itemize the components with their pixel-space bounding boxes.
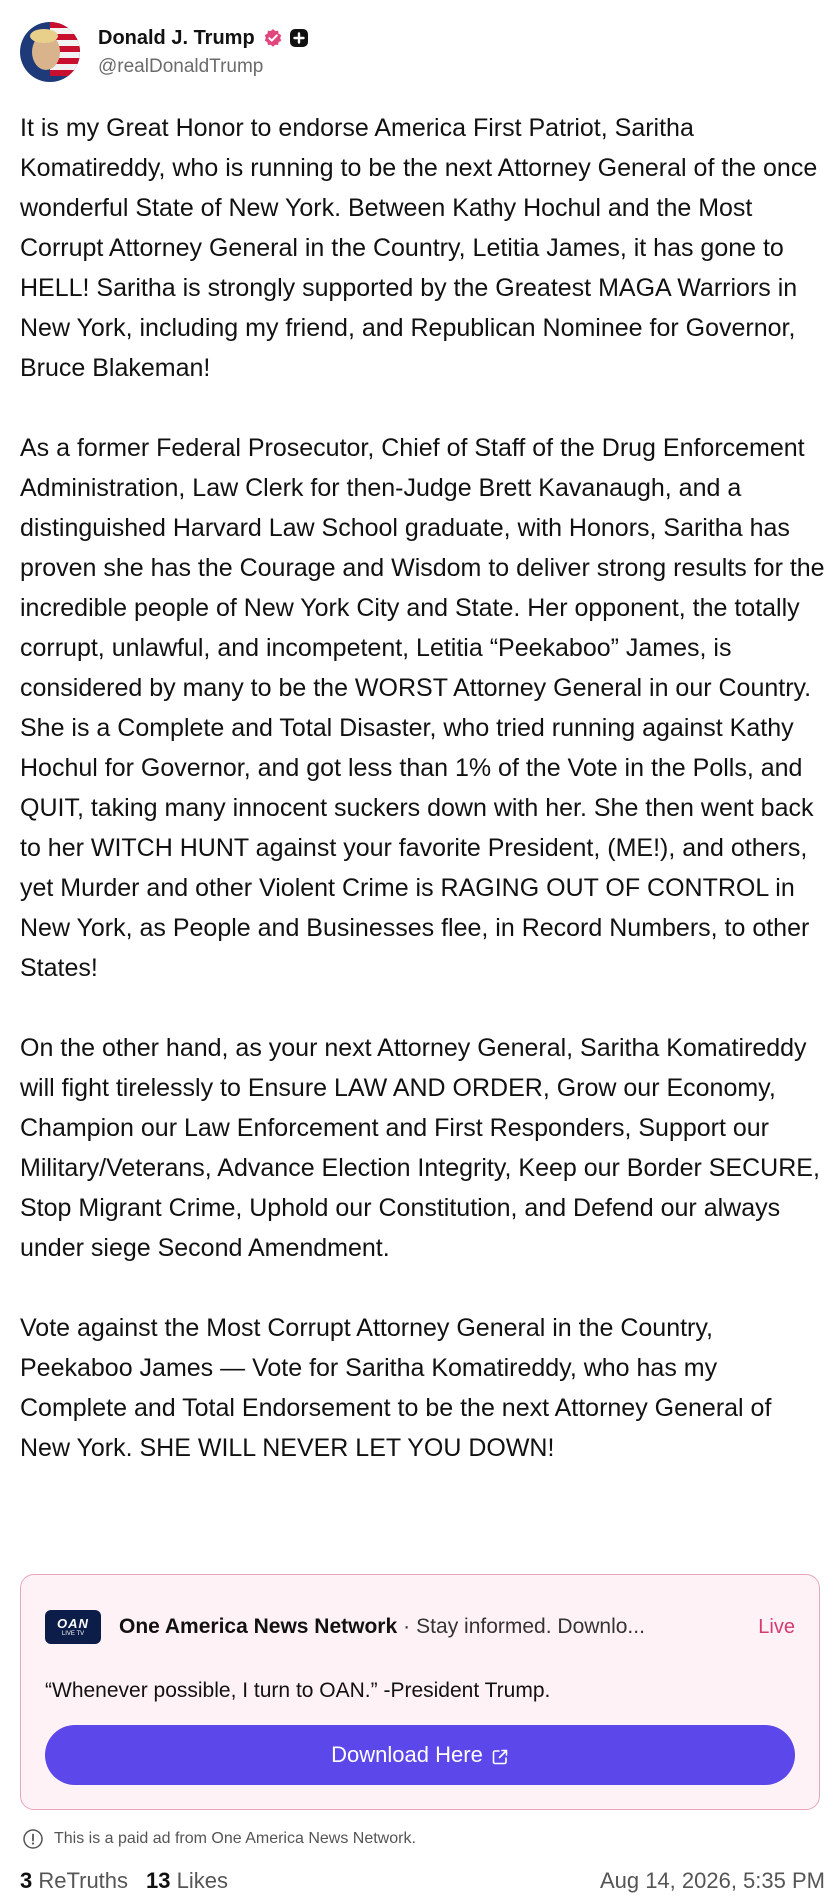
post-paragraph: As a former Federal Prosecutor, Chief of Staff of the Drug Enforcement Administration, Law Clerk for then-Judge Brett Kavanaugh, and a distinguished Harvard Law School graduate, with Honors, Saritha has proven she has the Courage and Wisdom to deliver strong results for the incredible people of New York City and State. Her opponent, the totally corrupt, unlawful, and incompetent, Letitia “Peekaboo” James, is considered by many to be the WORST Attorney General in our Country. She is a Complete and Total Disaster, who tried running against Kathy Hochul for Governor, and got less than 1% of the Vote in the Polls, and QUIT, taking many innocent suckers down with her. She then went back to her WITCH HUNT against your favorite President, (ME!), and others, yet Murder and other Violent Crime is RAGING OUT OF CONTROL in New York, as People and Businesses flee, in Record Numbers, to other States! [20, 434, 825, 982]
author-display-name[interactable]: Donald J. Trump [98, 26, 255, 49]
avatar-image [20, 22, 80, 82]
ad-header [45, 1607, 795, 1647]
retruths-count: 3 [20, 1868, 33, 1893]
avatar[interactable] [20, 22, 80, 82]
likes-stat[interactable] [146, 1868, 228, 1894]
post-header [20, 20, 309, 84]
post-body [20, 108, 825, 1468]
ad-quote: “Whenever possible, I turn to OAN.” -President Trump. [45, 1679, 551, 1702]
author-info [98, 27, 309, 78]
ad-card[interactable] [20, 1574, 820, 1810]
post-paragraph: It is my Great Honor to endorse America First Patriot, Saritha Komatireddy, who is running to be the next Attorney General of the once wonderful State of New York. Between Kathy Hochul and the Most Corrupt Attorney General in the Country, Letitia James, it has gone to HELL! Saritha is strongly supported by the Greatest MAGA Warriors in New York, including my friend, and Republican Nominee for Governor, Bruce Blakeman! [20, 114, 818, 382]
download-button-label: Download Here [331, 1742, 483, 1767]
likes-label: Likes [176, 1868, 228, 1893]
paid-ad-note-text: This is a paid ad from One America News Network. [54, 1830, 416, 1847]
post-paragraph: On the other hand, as your next Attorney General, Saritha Komatireddy will fight tirelessly to Ensure LAW AND ORDER, Grow our Economy, Champion our Law Enforcement and First Responders, Support our Military/Veterans, Advance Election Integrity, Keep our Border SECURE, Stop Migrant Crime, Uphold our Constitution, and Defend our always under siege Second Amendment. [20, 1034, 820, 1262]
name-row [98, 27, 309, 50]
post-paragraph: Vote against the Most Corrupt Attorney General in the Country, Peekaboo James — Vote for Saritha Komatireddy, who has my Complete and Total Endorsement to be the next Attorney General of New York. SHE WILL NEVER LET YOU DOWN! [20, 1314, 772, 1462]
info-icon [22, 1828, 44, 1850]
download-button[interactable] [45, 1725, 795, 1785]
retruths-label: ReTruths [38, 1868, 129, 1893]
retruths-stat[interactable] [20, 1868, 128, 1894]
verified-badge-icon [263, 28, 283, 48]
author-handle[interactable]: @realDonaldTrump [98, 55, 264, 77]
external-link-icon [491, 1746, 509, 1764]
post-timestamp[interactable]: Aug 14, 2026, 5:35 PM [599, 1868, 825, 1893]
oan-logo-subtext: LIVE TV [61, 1630, 85, 1637]
plus-badge-icon [289, 28, 309, 48]
likes-count: 13 [146, 1868, 171, 1893]
ad-separator: · [403, 1615, 411, 1638]
ad-advertiser-name[interactable]: One America News Network [119, 1615, 398, 1638]
ad-live-label: Live [758, 1615, 795, 1638]
oan-logo-text: OAN [57, 1615, 89, 1631]
paid-ad-note [22, 1828, 416, 1850]
ad-tagline: Stay informed. Downlo... [416, 1615, 645, 1638]
post-footer [20, 1866, 825, 1896]
oan-logo [45, 1610, 101, 1644]
